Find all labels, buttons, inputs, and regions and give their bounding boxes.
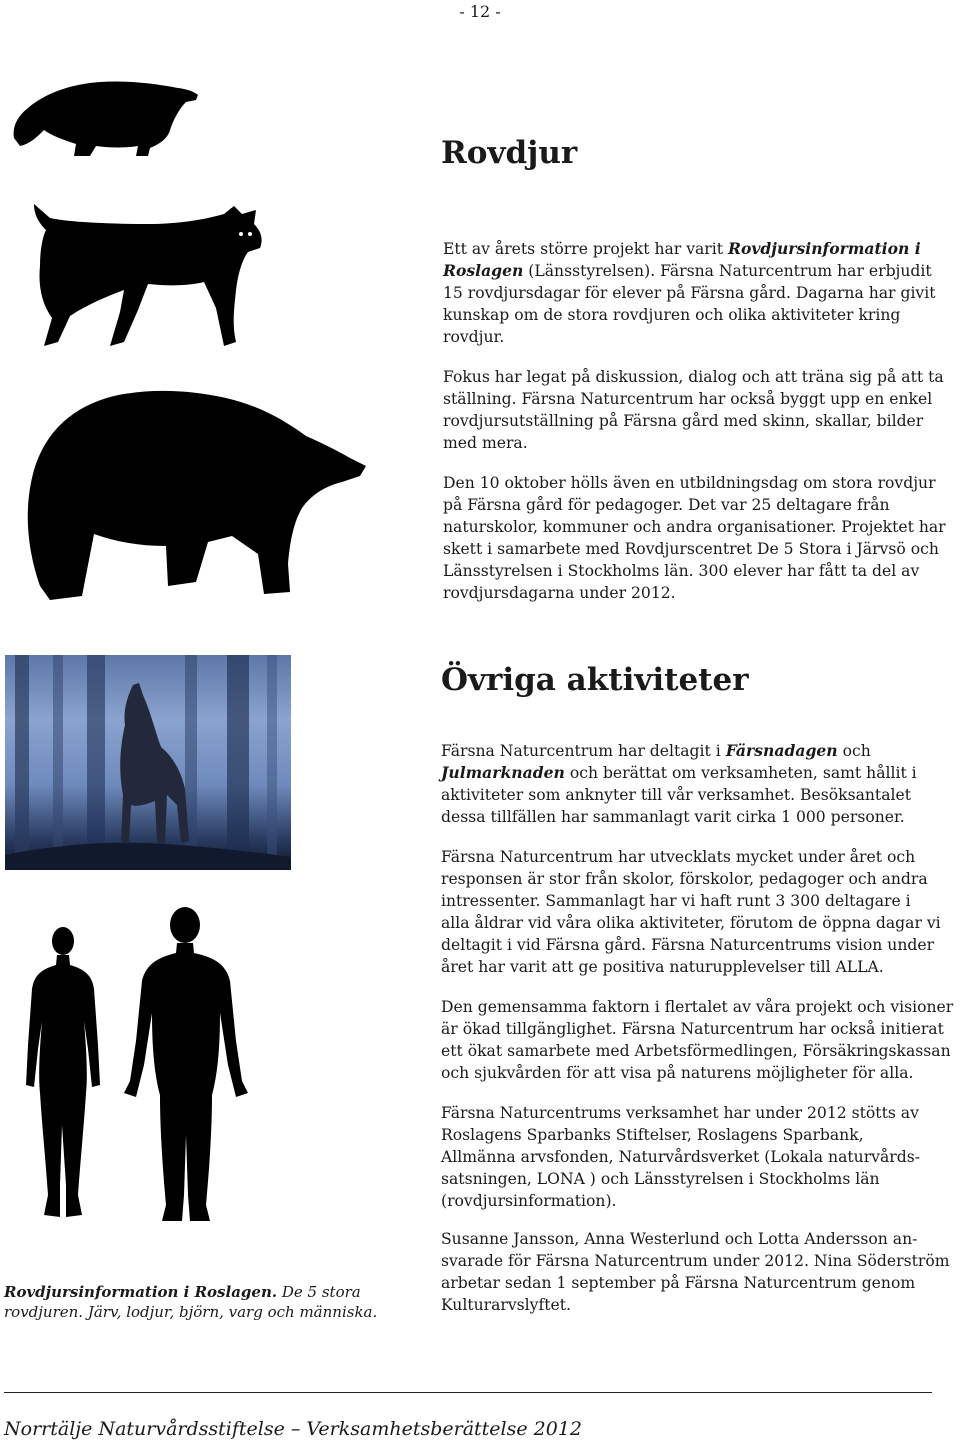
rovdjur-paragraph-2: Fokus har legat på diskussion, dialog och att träna sig på att ta ställning. Färsna Naturcentrum har också byggt upp en enkel rovdjursutställning på Färsna gård med skinn, skallar, bilder med mera. — [443, 368, 944, 452]
page-number: - 12 - — [459, 2, 501, 21]
julmarknaden-emphasis: Julmarknaden — [441, 763, 565, 782]
project-name-emphasis: Rovdjursinformation i Roslagen — [443, 239, 921, 280]
rovdjur-paragraph-3: Den 10 oktober hölls även en utbildningsdag om stora rovdjur på Färsna gård för pedagoger. Det var 25 deltagare från naturskolor, kommuner och andra organisationer. Projektet har skett i samarbete med Rovdjurscentret De 5 Stora i Järvsö och Länsstyrelsen i Stockholms län. 300 elever har fått ta del av rovdjursdagarna under 2012. — [443, 474, 946, 602]
human-male-silhouette — [120, 905, 250, 1225]
lynx-silhouette — [28, 200, 268, 350]
footer-divider — [4, 1392, 932, 1393]
aktiviteter-paragraph-3: Den gemensamma faktorn i flertalet av våra projekt och visioner är ökad tillgänglighet. Färsna Naturcentrum har också initierat ett ökat samarbete med Arbetsförmedlingen, Försäkringskassan och sjukvården för att visa på naturens möjligheter för alla. — [441, 998, 954, 1082]
human-female-silhouette — [22, 925, 104, 1225]
bear-silhouette — [20, 386, 370, 612]
aktiviteter-paragraph-5: Susanne Jansson, Anna Westerlund och Lotta Andersson an-svarade för Färsna Naturcentrum under 2012. Nina Söderström arbetar sedan 1 september på Färsna Naturcentrum genom Kulturarvslyftet. — [441, 1230, 950, 1314]
aktiviteter-paragraph-2: Färsna Naturcentrum har utvecklats mycket under året och responsen är stor från skolor, förskolor, pedagoger och andra intressenter. Sammanlagt har vi haft runt 3 300 deltagare i alla åldrar vid våra olika aktiviteter, förutom de öppna dagar vi deltagit i vid Färsna gård. Färsna Naturcentrums vision under året har varit att ge positiva naturupplevelser till ALLA. — [441, 848, 941, 976]
caption-bold: Rovdjursinformation i Roslagen. — [4, 1283, 278, 1301]
aktiviteter-paragraph-1: Färsna Naturcentrum har deltagit i Färsnadagen och Julmarknaden och berättat om verksamheten, samt hållit i aktiviteter som anknyter till vår verksamhet. Besöksantalet dessa tillfällen har sammanlagt varit cirka 1 000 personer. — [441, 741, 917, 826]
rovdjur-paragraph-1: Ett av årets större projekt har varit Rovdjursinformation i Roslagen (Länsstyrelsen). Färsna Naturcentrum har erbjudit 15 rovdjursdagar för elever på Färsna gård. Dagarna har givit kunskap om de stora rovdjuren och olika aktiviteter kring rovdjur. — [443, 239, 936, 346]
farsnadagen-emphasis: Färsnadagen — [725, 741, 838, 760]
wolverine-silhouette — [10, 78, 200, 158]
footer-text: Norrtälje Naturvårdsstiftelse – Verksamhetsberättelse 2012 — [4, 1418, 583, 1440]
section-title-ovriga-aktiviteter: Övriga aktiviteter — [441, 662, 749, 698]
section-title-rovdjur: Rovdjur — [441, 135, 578, 171]
aktiviteter-paragraph-4: Färsna Naturcentrums verksamhet har under 2012 stötts av Roslagens Sparbanks Stiftelser, Roslagens Sparbank, Allmänna arvsfonden, Naturvårdsverket (Lokala naturvårds-satsningen, LONA ) och Länsstyrelsen i Stockholms län (rovdjursinformation). — [441, 1104, 920, 1210]
image-caption: Rovdjursinformation i Roslagen. De 5 stora rovdjuren. Järv, lodjur, björn, varg och människa. — [4, 1283, 378, 1321]
howling-wolf-photo — [5, 655, 291, 870]
